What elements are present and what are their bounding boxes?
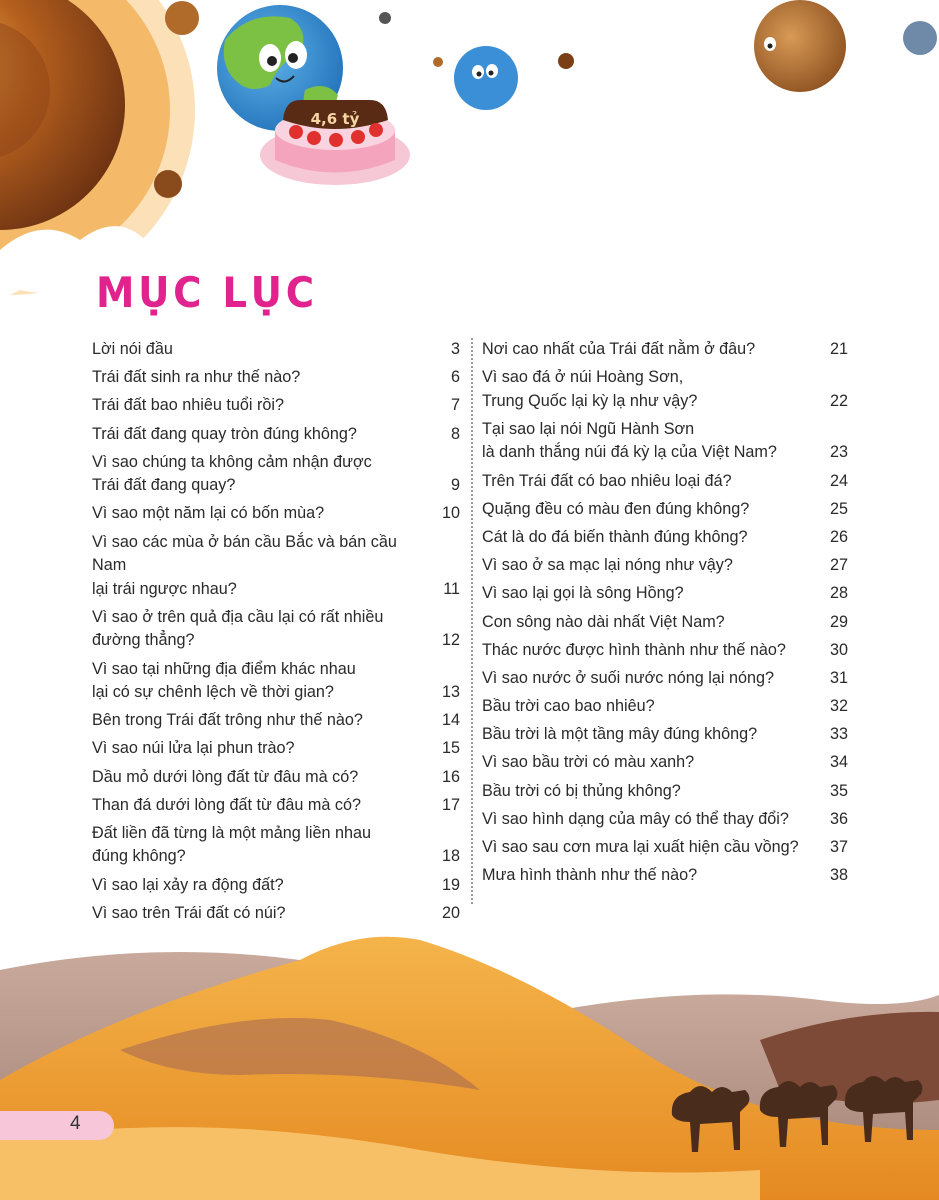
toc-entry[interactable] xyxy=(482,582,848,606)
toc-entry-title: Trên Trái đất có bao nhiêu loại đá? xyxy=(482,471,732,490)
toc-entry-title: Đất liền đã từng là một mảng liền nhau đúng không? xyxy=(92,823,371,866)
toc-entry-page: 7 xyxy=(450,396,460,415)
toc-entry-title: Vì sao sau cơn mưa lại xuất hiện cầu vồng? xyxy=(482,838,799,856)
toc-entry-page: 16 xyxy=(441,767,460,786)
toc-entry[interactable] xyxy=(482,366,848,413)
desert-illustration xyxy=(0,900,939,1200)
toc-entry[interactable] xyxy=(482,418,848,465)
toc-entry-page: 30 xyxy=(829,640,848,659)
toc-entry-page: 28 xyxy=(829,584,848,603)
toc-entry-title: Bầu trời có bị thủng không? xyxy=(482,781,681,800)
toc-entry-title: Lời nói đầu xyxy=(92,340,173,358)
toc-entry-title: Bầu trời là một tầng mây đúng không? xyxy=(482,725,758,744)
toc-entry[interactable] xyxy=(482,526,848,550)
toc-entry[interactable] xyxy=(482,498,848,522)
toc-entry-title: Mưa hình thành như thế nào? xyxy=(482,866,698,885)
toc-entry-page: 22 xyxy=(829,391,848,410)
toc-entry[interactable] xyxy=(92,423,460,447)
small-planet-icon xyxy=(165,1,199,35)
toc-entry-page: 34 xyxy=(829,753,848,772)
toc-entry-page: 21 xyxy=(829,340,848,358)
toc-entry-title: Vì sao bầu trời có màu xanh? xyxy=(482,753,695,772)
blue-planet-icon xyxy=(454,46,518,110)
toc-entry-title: Nơi cao nhất của Trái đất nằm ở đâu? xyxy=(482,340,756,358)
toc-entry-title: Vì sao nước ở suối nước nóng lại nóng? xyxy=(482,668,774,687)
toc-entry[interactable] xyxy=(482,639,848,663)
toc-entry-page: 36 xyxy=(829,809,848,828)
toc-entry[interactable] xyxy=(92,737,460,761)
toc-entry[interactable] xyxy=(482,864,848,888)
small-planet-icon xyxy=(154,170,182,198)
toc-entry[interactable] xyxy=(92,766,460,790)
toc-entry[interactable] xyxy=(92,394,460,418)
toc-entry-page: 3 xyxy=(450,340,460,358)
toc-entry-title: Trái đất bao nhiêu tuổi rồi? xyxy=(92,396,284,415)
brown-planet-icon xyxy=(754,0,846,92)
small-planet-icon xyxy=(558,53,574,69)
toc-entry-title: Bầu trời cao bao nhiêu? xyxy=(482,697,655,716)
toc-entry-title: Vì sao ở trên quả địa cầu lại có rất nhiều đường thẳng? xyxy=(92,607,384,650)
toc-entry[interactable] xyxy=(482,554,848,578)
toc-entry-page: 38 xyxy=(829,866,848,885)
toc-entry-page: 14 xyxy=(441,711,460,730)
toc-entry[interactable] xyxy=(92,606,460,653)
toc-entry[interactable] xyxy=(92,794,460,818)
toc-entry-title: Trái đất đang quay tròn đúng không? xyxy=(92,424,357,443)
toc-entry-title: Vì sao tại những địa điểm khác nhau lại có sự chênh lệch về thời gian? xyxy=(92,659,356,701)
sun-icon xyxy=(0,0,195,300)
toc-column-right xyxy=(482,338,848,892)
toc-entry-page: 20 xyxy=(441,903,460,922)
toc-entry-page: 35 xyxy=(829,781,848,800)
toc-entry-title: Tại sao lại nói Ngũ Hành Sơn là danh thắng núi đá kỳ lạ của Việt Nam? xyxy=(482,419,777,462)
small-planet-icon xyxy=(433,57,443,67)
toc-entry-page: 27 xyxy=(829,556,848,575)
small-planet-icon xyxy=(379,12,391,24)
toc-entry-page: 12 xyxy=(441,631,460,650)
toc-entry[interactable] xyxy=(482,836,848,860)
toc-entry-title: Vì sao chúng ta không cảm nhận được Trái đất đang quay? xyxy=(92,452,372,495)
toc-entry-page: 15 xyxy=(441,739,460,758)
toc-entry[interactable] xyxy=(92,451,460,498)
toc-entry[interactable] xyxy=(92,502,460,526)
toc-entry-page: 9 xyxy=(450,476,460,495)
toc-entry[interactable] xyxy=(482,338,848,362)
toc-entry[interactable] xyxy=(92,658,460,705)
toc-entry-title: Vì sao đá ở núi Hoàng Sơn, Trung Quốc lại kỳ lạ như vậy? xyxy=(482,368,698,410)
toc-entry-title: Trái đất sinh ra như thế nào? xyxy=(92,368,301,387)
toc-entry[interactable] xyxy=(92,709,460,733)
toc-entry[interactable] xyxy=(92,902,460,926)
toc-entry-page: 25 xyxy=(829,499,848,518)
toc-entry-page: 10 xyxy=(441,504,460,523)
toc-entry-page: 33 xyxy=(829,725,848,744)
toc-entry[interactable] xyxy=(482,723,848,747)
page-title: MỤC LỤC xyxy=(96,268,318,317)
toc-entry-page: 31 xyxy=(829,668,848,687)
toc-entry-title: Vì sao ở sa mạc lại nóng như vậy? xyxy=(482,556,733,575)
toc-entry[interactable] xyxy=(482,611,848,635)
toc-column-left xyxy=(92,338,460,930)
toc-entry-title: Vì sao các mùa ở bán cầu Bắc và bán cầu Nam lại trái ngược nhau? xyxy=(92,532,397,598)
toc-entry[interactable] xyxy=(482,751,848,775)
toc-entry-page: 29 xyxy=(829,612,848,631)
toc-entry-page: 32 xyxy=(829,697,848,716)
toc-entry[interactable] xyxy=(92,338,460,362)
toc-entry-page: 37 xyxy=(829,838,848,856)
page-number-tab xyxy=(0,1111,114,1140)
toc-entry-title: Thác nước được hình thành như thế nào? xyxy=(482,640,786,659)
small-planet-icon xyxy=(903,21,937,55)
toc-entry[interactable] xyxy=(92,822,460,869)
toc-entry-title: Dầu mỏ dưới lòng đất từ đâu mà có? xyxy=(92,767,359,786)
toc-entry-page: 24 xyxy=(829,471,848,490)
toc-entry-page: 18 xyxy=(441,847,460,866)
toc-entry-page: 19 xyxy=(441,875,460,894)
toc-entry-title: Vì sao lại xảy ra động đất? xyxy=(92,875,284,894)
toc-entry-page: 8 xyxy=(450,424,460,443)
toc-entry-page: 23 xyxy=(829,443,848,462)
toc-entry[interactable] xyxy=(92,366,460,390)
toc-entry[interactable] xyxy=(482,780,848,804)
toc-entry[interactable] xyxy=(92,531,460,602)
column-divider xyxy=(471,338,473,904)
page-number: 4 xyxy=(70,1113,81,1134)
cake-label: 4,6 tỷ xyxy=(310,110,360,128)
toc-entry-title: Quặng đều có màu đen đúng không? xyxy=(482,499,750,518)
toc-entry-title: Vì sao hình dạng của mây có thể thay đổi? xyxy=(482,809,789,828)
toc-entry[interactable] xyxy=(482,470,848,494)
toc-entry-page: 26 xyxy=(829,527,848,546)
toc-entry-title: Vì sao một năm lại có bốn mùa? xyxy=(92,504,325,523)
toc-entry[interactable] xyxy=(482,808,848,832)
toc-entry-page: 6 xyxy=(450,368,460,387)
toc-entry-title: Cát là do đá biến thành đúng không? xyxy=(482,527,748,546)
toc-entry-page: 13 xyxy=(441,683,460,701)
toc-entry-title: Bên trong Trái đất trông như thế nào? xyxy=(92,711,363,730)
toc-entry[interactable] xyxy=(92,874,460,898)
toc-entry-title: Vì sao trên Trái đất có núi? xyxy=(92,903,286,922)
toc-entry[interactable] xyxy=(482,667,848,691)
toc-entry-title: Than đá dưới lòng đất từ đâu mà có? xyxy=(92,795,361,814)
toc-entry-page: 11 xyxy=(443,579,460,598)
toc-entry-title: Con sông nào dài nhất Việt Nam? xyxy=(482,612,725,631)
toc-entry-title: Vì sao lại gọi là sông Hồng? xyxy=(482,584,684,603)
toc-entry-title: Vì sao núi lửa lại phun trào? xyxy=(92,739,295,758)
toc-entry-page: 17 xyxy=(441,795,460,814)
toc-entry[interactable] xyxy=(482,695,848,719)
